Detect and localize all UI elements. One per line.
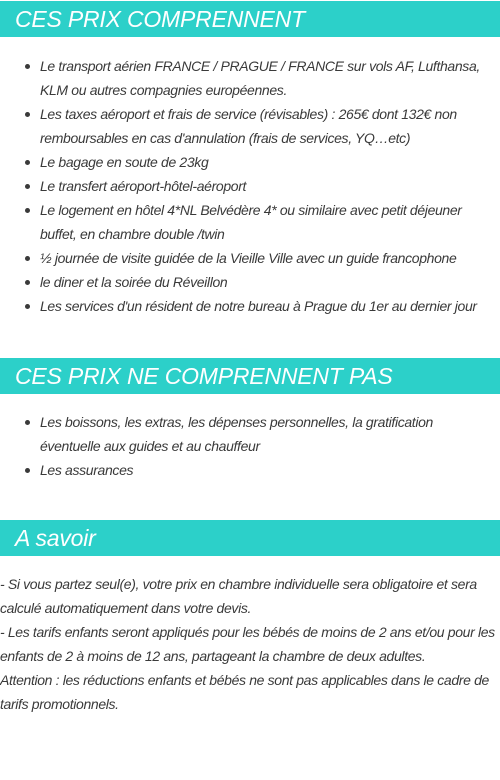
list-item-text: Les assurances bbox=[40, 462, 134, 478]
savoir-paragraph: - Si vous partez seul(e), votre prix en chambre individuelle sera obligatoire et sera calculé automatiquement dans votre devis. bbox=[0, 576, 477, 616]
savoir-body bbox=[0, 556, 500, 716]
bullet-icon bbox=[25, 280, 30, 285]
section-header-savoir: A savoir bbox=[0, 520, 500, 556]
list-item-text: Les boissons, les extras, les dépenses personnelles, la gratification éventuelle aux guides et au chauffeur bbox=[40, 414, 433, 454]
list-item-text: Le transport aérien FRANCE / PRAGUE / FRANCE sur vols AF, Lufthansa, KLM ou autres compagnies européennes. bbox=[40, 58, 480, 98]
not-included-section bbox=[0, 358, 500, 482]
list-item bbox=[0, 102, 500, 150]
list-item bbox=[0, 174, 500, 198]
list-item-text: le diner et la soirée du Réveillon bbox=[40, 274, 228, 290]
bullet-icon bbox=[25, 184, 30, 189]
list-item-text: Le logement en hôtel 4*NL Belvédère 4* ou similaire avec petit déjeuner buffet, en chambre double /twin bbox=[40, 202, 462, 242]
list-item bbox=[0, 410, 500, 458]
savoir-paragraph: Attention : les réductions enfants et bébés ne sont pas applicables dans le cadre de tarifs promotionnels. bbox=[0, 672, 489, 712]
list-item bbox=[0, 150, 500, 174]
bullet-icon bbox=[25, 208, 30, 213]
list-item-text: ½ journée de visite guidée de la Vieille Ville avec un guide francophone bbox=[40, 250, 457, 266]
list-item bbox=[0, 270, 500, 294]
included-list bbox=[0, 37, 500, 318]
list-item bbox=[0, 458, 500, 482]
section-header-included: CES PRIX COMPRENNENT bbox=[0, 1, 500, 37]
list-item-text: Les taxes aéroport et frais de service (révisables) : 265€ dont 132€ non remboursables en cas d'annulation (frais de services, YQ…etc) bbox=[40, 106, 457, 146]
bullet-icon bbox=[25, 256, 30, 261]
included-section bbox=[0, 1, 500, 318]
bullet-icon bbox=[25, 64, 30, 69]
bullet-icon bbox=[25, 160, 30, 165]
list-item bbox=[0, 246, 500, 270]
list-item bbox=[0, 54, 500, 102]
list-item-text: Le bagage en soute de 23kg bbox=[40, 154, 209, 170]
list-item bbox=[0, 294, 500, 318]
list-item-text: Les services d'un résident de notre bureau à Prague du 1er au dernier jour bbox=[40, 298, 477, 314]
bullet-icon bbox=[25, 304, 30, 309]
list-item bbox=[0, 198, 500, 246]
section-header-not-included: CES PRIX NE COMPRENNENT PAS bbox=[0, 358, 500, 394]
bullet-icon bbox=[25, 468, 30, 473]
savoir-paragraph: - Les tarifs enfants seront appliqués pour les bébés de moins de 2 ans et/ou pour les enfants de 2 à moins de 12 ans, partageant la chambre de deux adultes. bbox=[0, 624, 495, 664]
not-included-list bbox=[0, 394, 500, 482]
bullet-icon bbox=[25, 420, 30, 425]
bullet-icon bbox=[25, 112, 30, 117]
savoir-section bbox=[0, 520, 500, 716]
list-item-text: Le transfert aéroport-hôtel-aéroport bbox=[40, 178, 247, 194]
